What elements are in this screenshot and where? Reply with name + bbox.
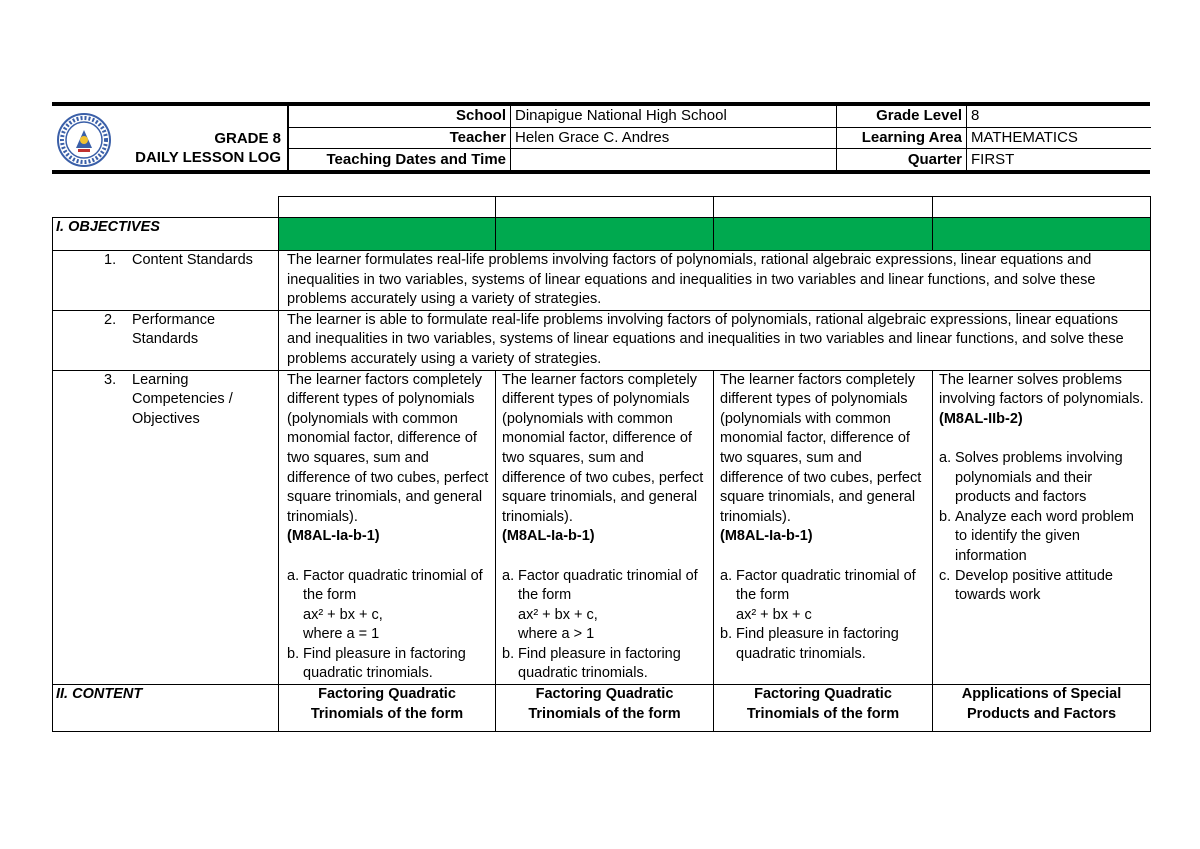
item-key: a.	[502, 567, 515, 584]
objectives-band	[496, 218, 714, 251]
item-text: Analyze each word problem to identify the given information	[955, 508, 1134, 564]
competencies-label: Learning Competencies / Objectives	[132, 371, 233, 427]
performance-standards-label-cell	[53, 310, 279, 370]
item-text: where a > 1	[518, 626, 595, 643]
item-key: b.	[287, 645, 300, 662]
content-day-2: Factoring Quadratic Trinomials of the form	[496, 685, 714, 732]
item-key	[287, 606, 303, 626]
item-key	[287, 625, 303, 645]
content-standards-label-cell	[53, 251, 279, 311]
objectives-row	[53, 218, 1151, 251]
item-key	[720, 606, 736, 626]
school-value: Dinapigue National High School	[511, 106, 837, 127]
lesson-plan-table	[52, 196, 1151, 732]
item-key: c.	[939, 567, 951, 584]
content-standards-text: The learner formulates real-life problems involving factors of polynomials, rational algebraic expressions, linear equations and inequalities in two variables, systems of linear equations and inequalities in two variables and linear functions, and solve these problems accurately using a variety of strategies.	[279, 251, 1151, 311]
header-info-table	[288, 106, 1151, 170]
objectives-band	[933, 218, 1151, 251]
grade-level-label: Grade Level	[837, 106, 967, 127]
item-text: Develop positive attitude towards work	[955, 567, 1113, 604]
item-number: 1.	[104, 252, 117, 268]
competency-intro: The learner factors completely different types of polynomials (polynomials with common monomial factor, difference of two squares, sum and difference of two cubes, perfect square trinomials, and general trinomials).	[502, 371, 704, 525]
grade-label: GRADE 8	[214, 130, 281, 147]
day-header-cell	[933, 197, 1151, 218]
competencies-row	[53, 370, 1151, 685]
item-text: ax² + bx + c	[736, 606, 812, 623]
competency-day-3	[714, 370, 933, 685]
item-key	[502, 606, 518, 626]
item-text: Factor quadratic trinomial of the form	[736, 567, 916, 604]
log-title: DAILY LESSON LOG	[135, 149, 281, 166]
content-row	[53, 685, 1151, 732]
item-text: Factor quadratic trinomial of the form	[518, 567, 698, 604]
day-header-row	[53, 197, 1151, 218]
competency-intro: The learner solves problems involving factors of polynomials.	[939, 371, 1144, 408]
item-text: Factor quadratic trinomial of the form	[303, 567, 483, 604]
competency-day-1	[279, 370, 496, 685]
school-label: School	[289, 106, 511, 127]
competency-intro: The learner factors completely different types of polynomials (polynomials with common monomial factor, difference of two squares, sum and difference of two cubes, perfect square trinomials, and general trinomials).	[287, 371, 489, 525]
header-title-block	[52, 106, 288, 170]
quarter-value: FIRST	[967, 149, 1151, 170]
item-key	[502, 625, 518, 645]
item-text: ax² + bx + c,	[518, 606, 598, 623]
item-text: Find pleasure in factoring quadratic trinomials.	[736, 626, 899, 662]
teacher-value: Helen Grace C. Andres	[511, 127, 837, 149]
lesson-log-header	[52, 102, 1150, 174]
objectives-band	[279, 218, 496, 251]
competency-code: (M8AL-Ia-b-1)	[287, 528, 380, 545]
item-key: a.	[287, 567, 300, 584]
item-text: Solves problems involving polynomials and their products and factors	[955, 449, 1123, 506]
item-key: b.	[502, 645, 515, 662]
item-key: a.	[720, 567, 733, 584]
day-header-cell	[496, 197, 714, 218]
objectives-band	[714, 218, 933, 251]
objectives-title: I. OBJECTIVES	[53, 218, 279, 251]
day-header-cell	[714, 197, 933, 218]
performance-standards-label: Performance Standards	[132, 311, 216, 348]
competency-code: (M8AL-IIb-2)	[939, 410, 1023, 427]
teacher-label: Teacher	[289, 127, 511, 149]
item-text: Find pleasure in factoring quadratic trinomials.	[303, 645, 466, 682]
item-key: b.	[939, 508, 952, 525]
competency-day-4	[933, 370, 1151, 685]
dates-label: Teaching Dates and Time	[289, 149, 511, 170]
grade-level-value: 8	[967, 106, 1151, 127]
competency-code: (M8AL-Ia-b-1)	[502, 528, 595, 545]
content-day-3: Factoring Quadratic Trinomials of the form	[714, 685, 933, 732]
competency-day-2	[496, 370, 714, 685]
day-header-cell	[279, 197, 496, 218]
content-standards-label: Content Standards	[132, 252, 253, 268]
item-text: Find pleasure in factoring quadratic trinomials.	[518, 645, 681, 682]
quarter-label: Quarter	[837, 149, 967, 170]
deped-seal-icon	[56, 112, 112, 168]
corner-cell	[53, 197, 279, 218]
content-standards-row	[53, 251, 1151, 311]
learning-area-label: Learning Area	[837, 127, 967, 149]
item-key: b.	[720, 626, 733, 643]
competency-intro: The learner factors completely different types of polynomials (polynomials with common monomial factor, difference of two squares, sum and difference of two cubes, perfect square trinomials, and general trinomials).	[720, 371, 922, 525]
performance-standards-text: The learner is able to formulate real-life problems involving factors of polynomials, rational algebraic expressions, linear equations and inequalities in two variables, systems of linear equations and inequalities in two variables and linear functions, and solve these problems accurately using a variety of strategies.	[279, 310, 1151, 370]
item-number: 3.	[104, 371, 117, 388]
item-text: where a = 1	[303, 626, 380, 643]
item-key: a.	[939, 449, 952, 466]
competencies-label-cell	[53, 370, 279, 685]
dates-value	[511, 149, 837, 170]
content-title: II. CONTENT	[53, 685, 279, 732]
performance-standards-row	[53, 310, 1151, 370]
item-text: ax² + bx + c,	[303, 606, 383, 623]
content-day-1: Factoring Quadratic Trinomials of the form	[279, 685, 496, 732]
learning-area-value: MATHEMATICS	[967, 127, 1151, 149]
item-number: 2.	[104, 311, 117, 328]
competency-code: (M8AL-Ia-b-1)	[720, 528, 813, 545]
content-day-4: Applications of Special Products and Factors	[933, 685, 1151, 732]
